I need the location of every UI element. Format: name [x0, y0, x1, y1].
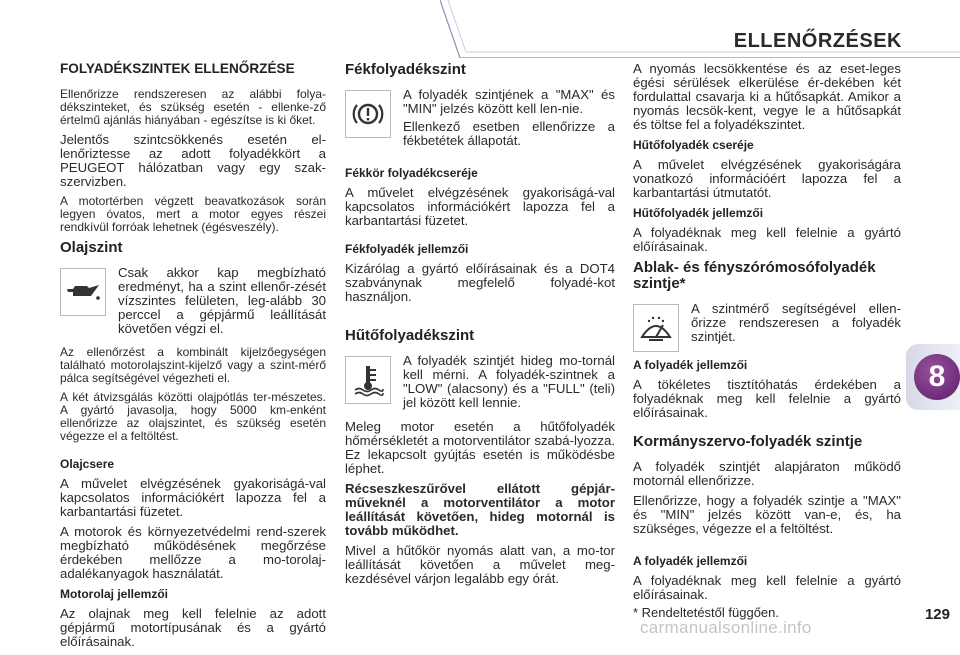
page-number: 129 — [924, 606, 950, 623]
oil-level-heading: Olajszint — [60, 239, 123, 256]
coolant-spec-heading: Hűtőfolyadék jellemzői — [633, 206, 764, 220]
brake-fluid-change-heading: Fékkör folyadékcseréje — [345, 166, 478, 180]
power-steering-heading: Kormányszervo-folyadék szintje — [633, 433, 863, 450]
power-steering-spec-paragraph: A folyadéknak meg kell felelnie a gyártó előírásainak. — [633, 573, 901, 602]
oil-change-paragraph-1: A művelet elvégzésének gyakoriságá-val kapcsolatos információkért lapozza fel a karbantartási füzetet. — [60, 476, 326, 519]
pressure-release-paragraph: A nyomás lecsökkentése és az eset-leges égési sérülések elkerülése ér-dekében két fordulattal csavarja ki a hűtősapkát. Amikor a nyomás lecsök-kent, vegye le a hűtősapkát és töltse fel a folyadékszintet. — [633, 61, 901, 132]
washer-fluid-heading: Ablak- és fényszórómosófolyadék szintje* — [633, 259, 876, 292]
coolant-level-block — [345, 354, 615, 414]
oil-topup-advice: A két átvizsgálás közötti olajpótlás ter-mészetes. A gyártó javasolja, hogy 5000 km-enként ellenőrizze az olajszintet, és szükség esetén végezze el a feltöltést. — [60, 390, 326, 443]
coolant-change-heading: Hűtőfolyadék cseréje — [633, 138, 754, 152]
coolant-spec-paragraph: A folyadéknak meg kell felelnie a gyártó előírásainak. — [633, 225, 901, 254]
coolant-level-heading: Hűtőfolyadékszint — [345, 327, 475, 344]
oil-change-paragraph-2: A motorok és környezetvédelmi rend-szerek megbízható működésének megőrzése érdekében mellőzze a mo-torolaj-adalékanyagok használatát. — [60, 524, 326, 581]
brake-level-range: A folyadék szintjének a "MAX" és "MIN" jelzés között kell len-nie. — [403, 87, 615, 116]
column-2 — [345, 62, 615, 592]
brake-warning-icon — [345, 90, 391, 138]
coolant-fan-paragraph: Meleg motor esetén a hűtőfolyadék hőmérsékletét a motorventilátor szabá-lyozza. Ez lekapcsolt gyújtás esetén is működésbe léphet. — [345, 419, 615, 476]
coolant-measure-instruction: A folyadék szintjét hideg mo-tornál kell mérni. A folyadék-szintnek a "LOW" (alacsony) és a "FULL" (teli) jel között kell lennie. — [403, 353, 615, 410]
oil-change-heading: Olajcsere — [60, 457, 115, 471]
footnote: * Rendeltetéstől függően. — [633, 605, 779, 620]
coolant-fan-warning: Récseszkeszűrővel ellátott gépjár-műveknél a motorventilátor a motor leállítását követően, hideg motornál is tovább működhet. — [345, 481, 615, 538]
washer-level-check: A szintmérő segítségével ellen-őrizze rendszeresen a folyadék szintjét. — [691, 301, 901, 344]
washer-fluid-icon — [633, 304, 679, 352]
watermark-text: carmanualsonline.info — [640, 618, 812, 637]
intro-paragraph-1: Ellenőrizze rendszeresen az alábbi folya-dékszinteket, és szükség esetén - ellenke-ző értelmű ajánlás hiányában - egészítse is ki őket. — [60, 87, 326, 127]
intro-paragraph-3: A motortérben végzett beavatkozások során legyen óvatos, mert a motor egyes részei rendkívül forróak lehetnek (égésveszély). — [60, 194, 326, 234]
washer-fluid-spec-paragraph: A tökéletes tisztítóhatás érdekében a folyadéknak meg kell felelnie a gyártó előírásainak. — [633, 377, 901, 420]
chapter-number: 8 — [914, 354, 960, 400]
washer-fluid-spec-heading: A folyadék jellemzői — [633, 358, 748, 372]
chapter-tab[interactable] — [906, 344, 960, 410]
brake-pad-check: Ellenkező esetben ellenőrizze a fékbetétek állapotát. — [403, 119, 615, 148]
page-title: ELLENŐRZÉSEK — [733, 30, 902, 52]
coolant-temperature-icon — [345, 356, 391, 404]
brake-fluid-spec-paragraph: Kizárólag a gyártó előírásainak és a DOT4 szabványnak megfelelő folyadé-kot használjon. — [345, 261, 615, 304]
oil-check-instruction: Csak akkor kap megbízható eredményt, ha a szint ellenőr-zését vízszintes felületen, leg-alább 30 perccel a gépjármű leállítását követően végzi el. — [118, 265, 326, 336]
power-steering-paragraph-2: Ellenőrizze, hogy a folyadék szintje a "MAX" és "MIN" jelzés között van-e, és, ha szükséges, végezze el a feltöltést. — [633, 493, 901, 536]
fluid-levels-heading: FOLYADÉKSZINTEK ELLENŐRZÉSE — [60, 61, 295, 76]
engine-oil-spec-paragraph: Az olajnak meg kell felelnie az adott gépjármű motortípusának és a gyártó előírásainak. — [60, 606, 326, 649]
oil-check-method: Az ellenőrzést a kombinált kijelzőegységen található motorolajszint-kijelző vagy a szint-mérő pálca segítségével végezheti el. — [60, 345, 326, 385]
power-steering-paragraph-1: A folyadék szintjét alapjáraton működő motornál ellenőrizze. — [633, 459, 901, 488]
column-1 — [60, 62, 326, 655]
coolant-pressure-paragraph: Mivel a hűtőkör nyomás alatt van, a mo-tor leállítását követően a művelet meg-kezdésével várjon legalább egy órát. — [345, 543, 615, 586]
oil-level-block — [60, 266, 326, 340]
brake-fluid-spec-heading: Fékfolyadék jellemzői — [345, 242, 469, 256]
washer-fluid-block — [633, 302, 901, 352]
column-3 — [633, 62, 901, 608]
power-steering-spec-heading: A folyadék jellemzői — [633, 554, 748, 568]
engine-oil-spec-heading: Motorolaj jellemzői — [60, 587, 169, 601]
brake-fluid-change-paragraph: A művelet elvégzésének gyakoriságá-val kapcsolatos információkért lapozza fel a karbantartási füzetet. — [345, 185, 615, 228]
oil-can-icon — [60, 268, 106, 316]
brake-fluid-heading: Fékfolyadékszint — [345, 61, 466, 78]
intro-paragraph-2: Jelentős szintcsökkenés esetén el-lenőriztesse az adott folyadékkört a PEUGEOT hálózatban vagy egy szak-szervizben. — [60, 132, 326, 189]
brake-fluid-block — [345, 88, 615, 152]
coolant-change-paragraph: A művelet elvégzésének gyakoriságára vonatkozó információért lapozza fel a karbantartási útmutatót. — [633, 157, 901, 200]
